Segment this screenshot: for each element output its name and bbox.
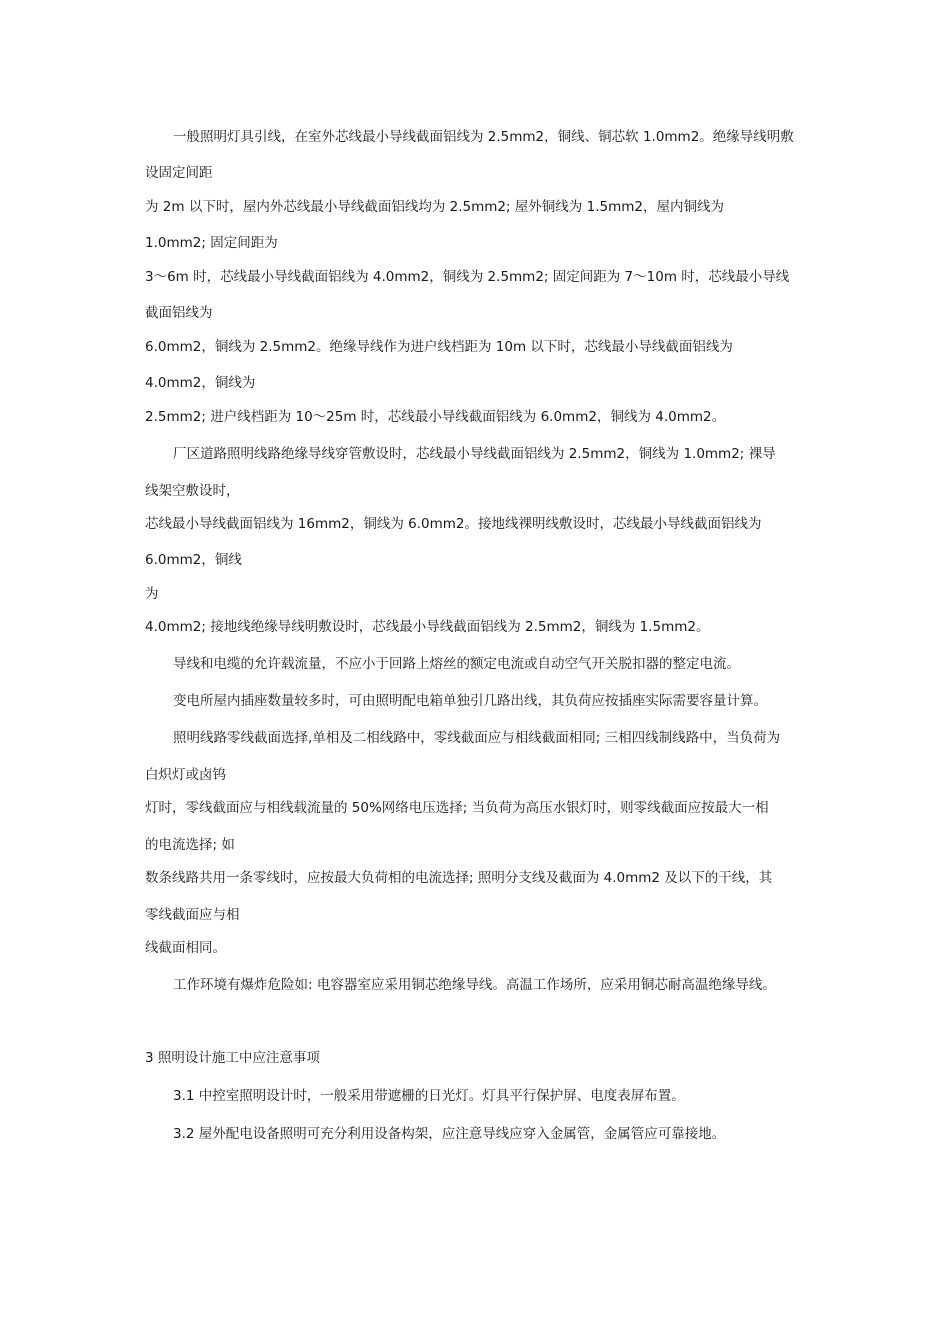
paragraph-line: 3.1 中控室照明设计时，一般采用带遮栅的日光灯。灯具平行保护屏、电度表屏布置。: [173, 1088, 685, 1104]
paragraph-line: 白炽灯或卤钨: [145, 767, 226, 783]
paragraph-line: 线截面相同。: [145, 940, 226, 956]
paragraph-line: 4.0mm2，铜线为: [145, 375, 256, 391]
paragraph-line: 厂区道路照明线路绝缘导线穿管敷设时，芯线最小导线截面铝线为 2.5mm2，铜线为 1.0mm2; 裸导: [173, 446, 776, 462]
paragraph-line: 零线截面应与相: [145, 907, 240, 923]
paragraph-line: 为 2m 以下时，屋内外芯线最小导线截面铝线均为 2.5mm2; 屋外铜线为 1.5mm2，屋内铜线为: [145, 199, 724, 215]
paragraph-line: 1.0mm2; 固定间距为: [145, 235, 278, 251]
paragraph-line: 工作环境有爆炸危险如: 电容器室应采用铜芯绝缘导线。高温工作场所，应采用铜芯耐高温绝缘导线。: [173, 977, 776, 993]
paragraph-line: 3.2 屋外配电设备照明可充分利用设备构架，应注意导线应穿入金属管，金属管应可靠接地。: [173, 1126, 726, 1142]
paragraph-line: 截面铝线为: [145, 305, 213, 321]
paragraph-line: 灯时，零线截面应与相线载流量的 50%网络电压选择; 当负荷为高压水银灯时，则零线截面应按最大一相: [145, 800, 769, 816]
paragraph-line: 的电流选择; 如: [145, 837, 235, 853]
paragraph-line: 2.5mm2; 进户线档距为 10～25m 时，芯线最小导线截面铝线为 6.0mm2，铜线为 4.0mm2。: [145, 409, 726, 425]
paragraph-line: 芯线最小导线截面铝线为 16mm2，铜线为 6.0mm2。接地线裸明线敷设时，芯线最小导线截面铝线为: [145, 516, 762, 532]
paragraph-line: 照明线路零线截面选择,单相及二相线路中，零线截面应与相线截面相同; 三相四线制线路中，当负荷为: [173, 730, 781, 746]
paragraph-line: 一般照明灯具引线，在室外芯线最小导线截面铝线为 2.5mm2，铜线、铜芯软 1.0mm2。绝缘导线明敷: [173, 129, 794, 145]
paragraph-line: 3～6m 时，芯线最小导线截面铝线为 4.0mm2，铜线为 2.5mm2; 固定间距为 7～10m 时，芯线最小导线: [145, 269, 790, 285]
paragraph-line: 6.0mm2，铜线为 2.5mm2。绝缘导线作为进户线档距为 10m 以下时，芯线最小导线截面铝线为: [145, 339, 733, 355]
paragraph-line: 4.0mm2; 接地线绝缘导线明敷设时，芯线最小导线截面铝线为 2.5mm2，铜线为 1.5mm2。: [145, 619, 710, 635]
paragraph-line: 为: [145, 586, 159, 602]
paragraph-line: 导线和电缆的允许载流量，不应小于回路上熔丝的额定电流或自动空气开关脱扣器的整定电流。: [173, 656, 740, 672]
paragraph-line: 设固定间距: [145, 165, 213, 181]
paragraph-line: 6.0mm2，铜线: [145, 552, 242, 568]
paragraph-line: 线架空敷设时，: [145, 483, 240, 499]
paragraph-line: 变电所屋内插座数量较多时，可由照明配电箱单独引几路出线，其负荷应按插座实际需要容量计算。: [173, 693, 767, 709]
section-heading: 3 照明设计施工中应注意事项: [145, 1050, 320, 1066]
paragraph-line: 数条线路共用一条零线时，应按最大负荷相的电流选择; 照明分支线及截面为 4.0mm2 及以下的干线，其: [145, 870, 773, 886]
